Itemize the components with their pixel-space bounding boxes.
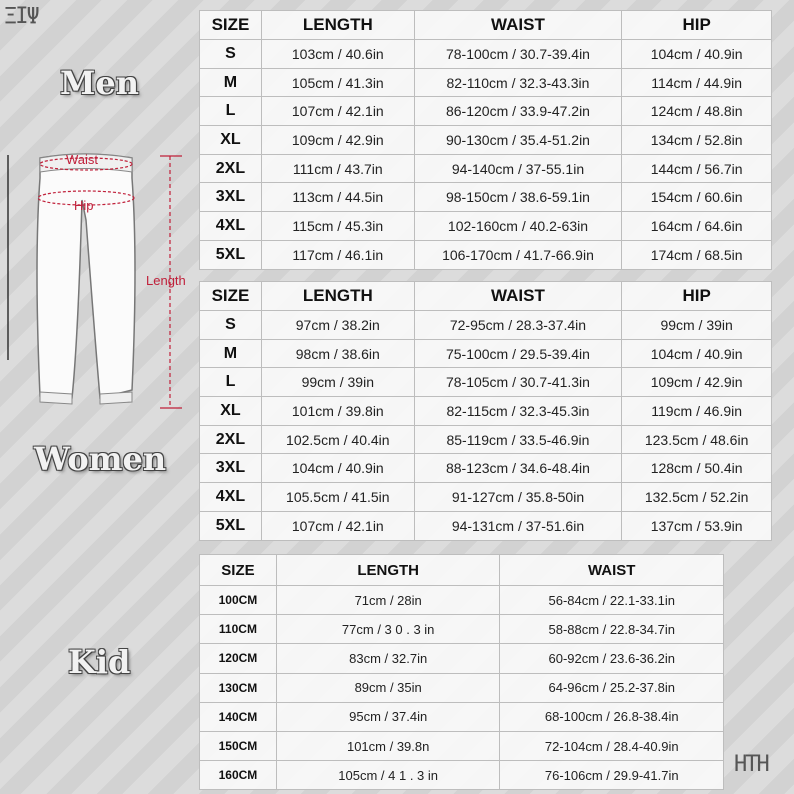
table-row	[200, 339, 772, 368]
table-cell: 76-106cm / 29.9-41.7in	[500, 761, 724, 790]
table-cell: 101cm / 39.8n	[276, 731, 500, 760]
header-length: LENGTH	[276, 555, 500, 586]
size-cell: 130CM	[200, 673, 277, 702]
table-cell: 64-96cm / 25.2-37.8in	[500, 673, 724, 702]
table-cell: 94-140cm / 37-55.1in	[414, 154, 622, 183]
table-cell: 123.5cm / 48.6in	[622, 425, 772, 454]
table-cell: 94-131cm / 37-51.6in	[414, 511, 622, 540]
table-row	[200, 368, 772, 397]
size-cell: 110CM	[200, 615, 277, 644]
table-cell: 132.5cm / 52.2in	[622, 483, 772, 512]
table-cell: 106-170cm / 41.7-66.9in	[414, 240, 622, 269]
size-cell: XL	[200, 126, 262, 155]
table-cell: 115cm / 45.3in	[261, 212, 414, 241]
cuff-left	[40, 392, 72, 404]
table-row	[200, 397, 772, 426]
table-row	[200, 673, 724, 702]
size-cell: M	[200, 339, 262, 368]
size-cell: XL	[200, 397, 262, 426]
table-row	[200, 311, 772, 340]
table-row	[200, 126, 772, 155]
size-cell: L	[200, 368, 262, 397]
table-cell: 75-100cm / 29.5-39.4in	[414, 339, 622, 368]
size-cell: 4XL	[200, 483, 262, 512]
table-cell: 78-105cm / 30.7-41.3in	[414, 368, 622, 397]
table-row	[200, 97, 772, 126]
table-cell: 103cm / 40.6in	[261, 40, 414, 69]
table-row	[200, 702, 724, 731]
table-cell: 104cm / 40.9in	[622, 40, 772, 69]
table-cell: 98cm / 38.6in	[261, 339, 414, 368]
pants-illustration	[0, 140, 200, 430]
size-cell: 5XL	[200, 240, 262, 269]
table-row	[200, 731, 724, 760]
size-cell: 100CM	[200, 586, 277, 615]
size-cell: L	[200, 97, 262, 126]
table-cell: 99cm / 39in	[261, 368, 414, 397]
table-cell: 102-160cm / 40.2-63in	[414, 212, 622, 241]
men-label: Men	[60, 64, 140, 102]
table-row	[200, 483, 772, 512]
table-cell: 104cm / 40.9in	[261, 454, 414, 483]
table-cell: 58-88cm / 22.8-34.7in	[500, 615, 724, 644]
table-cell: 60-92cm / 23.6-36.2in	[500, 644, 724, 673]
table-cell: 78-100cm / 30.7-39.4in	[414, 40, 622, 69]
table-cell: 90-130cm / 35.4-51.2in	[414, 126, 622, 155]
table-cell: 77cm / 3 0 . 3 in	[276, 615, 500, 644]
table-row	[200, 615, 724, 644]
table-cell: 109cm / 42.9in	[622, 368, 772, 397]
table-row	[200, 644, 724, 673]
table-cell: 99cm / 39in	[622, 311, 772, 340]
table-cell: 137cm / 53.9in	[622, 511, 772, 540]
size-cell: 140CM	[200, 702, 277, 731]
table-cell: 82-115cm / 32.3-45.3in	[414, 397, 622, 426]
table-row	[200, 240, 772, 269]
table-cell: 144cm / 56.7in	[622, 154, 772, 183]
table-row	[200, 183, 772, 212]
size-cell: 160CM	[200, 761, 277, 790]
table-cell: 85-119cm / 33.5-46.9in	[414, 425, 622, 454]
length-label: Length	[146, 273, 186, 288]
table-cell: 105.5cm / 41.5in	[261, 483, 414, 512]
table-row	[200, 586, 724, 615]
table-cell: 82-110cm / 32.3-43.3in	[414, 68, 622, 97]
table-row	[200, 212, 772, 241]
header-hip: HIP	[622, 282, 772, 311]
table-row	[200, 40, 772, 69]
header-size: SIZE	[200, 11, 262, 40]
table-cell: 119cm / 46.9in	[622, 397, 772, 426]
table-cell: 109cm / 42.9in	[261, 126, 414, 155]
waist-label: Waist	[66, 152, 99, 167]
table-cell: 91-127cm / 35.8-50in	[414, 483, 622, 512]
table-row	[200, 761, 724, 790]
table-cell: 97cm / 38.2in	[261, 311, 414, 340]
size-cell: 120CM	[200, 644, 277, 673]
size-cell: 150CM	[200, 731, 277, 760]
table-row	[200, 425, 772, 454]
hip-label: Hip	[74, 198, 94, 213]
table-cell: 105cm / 41.3in	[261, 68, 414, 97]
table-row	[200, 154, 772, 183]
size-cell: 3XL	[200, 454, 262, 483]
table-cell: 88-123cm / 34.6-48.4in	[414, 454, 622, 483]
header-waist: WAIST	[414, 11, 622, 40]
table-cell: 86-120cm / 33.9-47.2in	[414, 97, 622, 126]
size-cell: S	[200, 40, 262, 69]
table-cell: 164cm / 64.6in	[622, 212, 772, 241]
header-hip: HIP	[622, 11, 772, 40]
brand-logo-bottom: HTH	[734, 752, 768, 777]
table-cell: 113cm / 44.5in	[261, 183, 414, 212]
table-cell: 71cm / 28in	[276, 586, 500, 615]
table-row	[200, 68, 772, 97]
table-cell: 111cm / 43.7in	[261, 154, 414, 183]
women-size-table	[199, 281, 772, 541]
size-cell: 2XL	[200, 425, 262, 454]
table-cell: 174cm / 68.5in	[622, 240, 772, 269]
table-cell: 107cm / 42.1in	[261, 97, 414, 126]
header-waist: WAIST	[500, 555, 724, 586]
table-cell: 107cm / 42.1in	[261, 511, 414, 540]
size-cell: 4XL	[200, 212, 262, 241]
size-cell: 3XL	[200, 183, 262, 212]
table-cell: 89cm / 35in	[276, 673, 500, 702]
men-size-table	[199, 10, 772, 270]
pants-outline	[37, 154, 135, 398]
size-cell: 5XL	[200, 511, 262, 540]
table-cell: 102.5cm / 40.4in	[261, 425, 414, 454]
brand-logo: ΞIΨ	[4, 4, 38, 29]
table-cell: 72-104cm / 28.4-40.9in	[500, 731, 724, 760]
table-cell: 68-100cm / 26.8-38.4in	[500, 702, 724, 731]
table-cell: 114cm / 44.9in	[622, 68, 772, 97]
table-row	[200, 454, 772, 483]
women-label: Women	[34, 440, 167, 478]
kid-size-table	[199, 554, 724, 790]
table-cell: 117cm / 46.1in	[261, 240, 414, 269]
header-length: LENGTH	[261, 11, 414, 40]
table-cell: 104cm / 40.9in	[622, 339, 772, 368]
table-cell: 56-84cm / 22.1-33.1in	[500, 586, 724, 615]
table-cell: 83cm / 32.7in	[276, 644, 500, 673]
size-cell: 2XL	[200, 154, 262, 183]
pants-diagram	[0, 140, 200, 430]
header-length: LENGTH	[261, 282, 414, 311]
table-cell: 124cm / 48.8in	[622, 97, 772, 126]
table-cell: 98-150cm / 38.6-59.1in	[414, 183, 622, 212]
table-cell: 105cm / 4 1 . 3 in	[276, 761, 500, 790]
table-cell: 154cm / 60.6in	[622, 183, 772, 212]
table-cell: 101cm / 39.8in	[261, 397, 414, 426]
header-size: SIZE	[200, 555, 277, 586]
kid-label: Kid	[68, 643, 131, 681]
table-row	[200, 511, 772, 540]
table-cell: 95cm / 37.4in	[276, 702, 500, 731]
table-cell: 72-95cm / 28.3-37.4in	[414, 311, 622, 340]
cuff-right	[100, 392, 132, 404]
size-cell: S	[200, 311, 262, 340]
table-cell: 134cm / 52.8in	[622, 126, 772, 155]
table-cell: 128cm / 50.4in	[622, 454, 772, 483]
header-waist: WAIST	[414, 282, 622, 311]
size-cell: M	[200, 68, 262, 97]
header-size: SIZE	[200, 282, 262, 311]
